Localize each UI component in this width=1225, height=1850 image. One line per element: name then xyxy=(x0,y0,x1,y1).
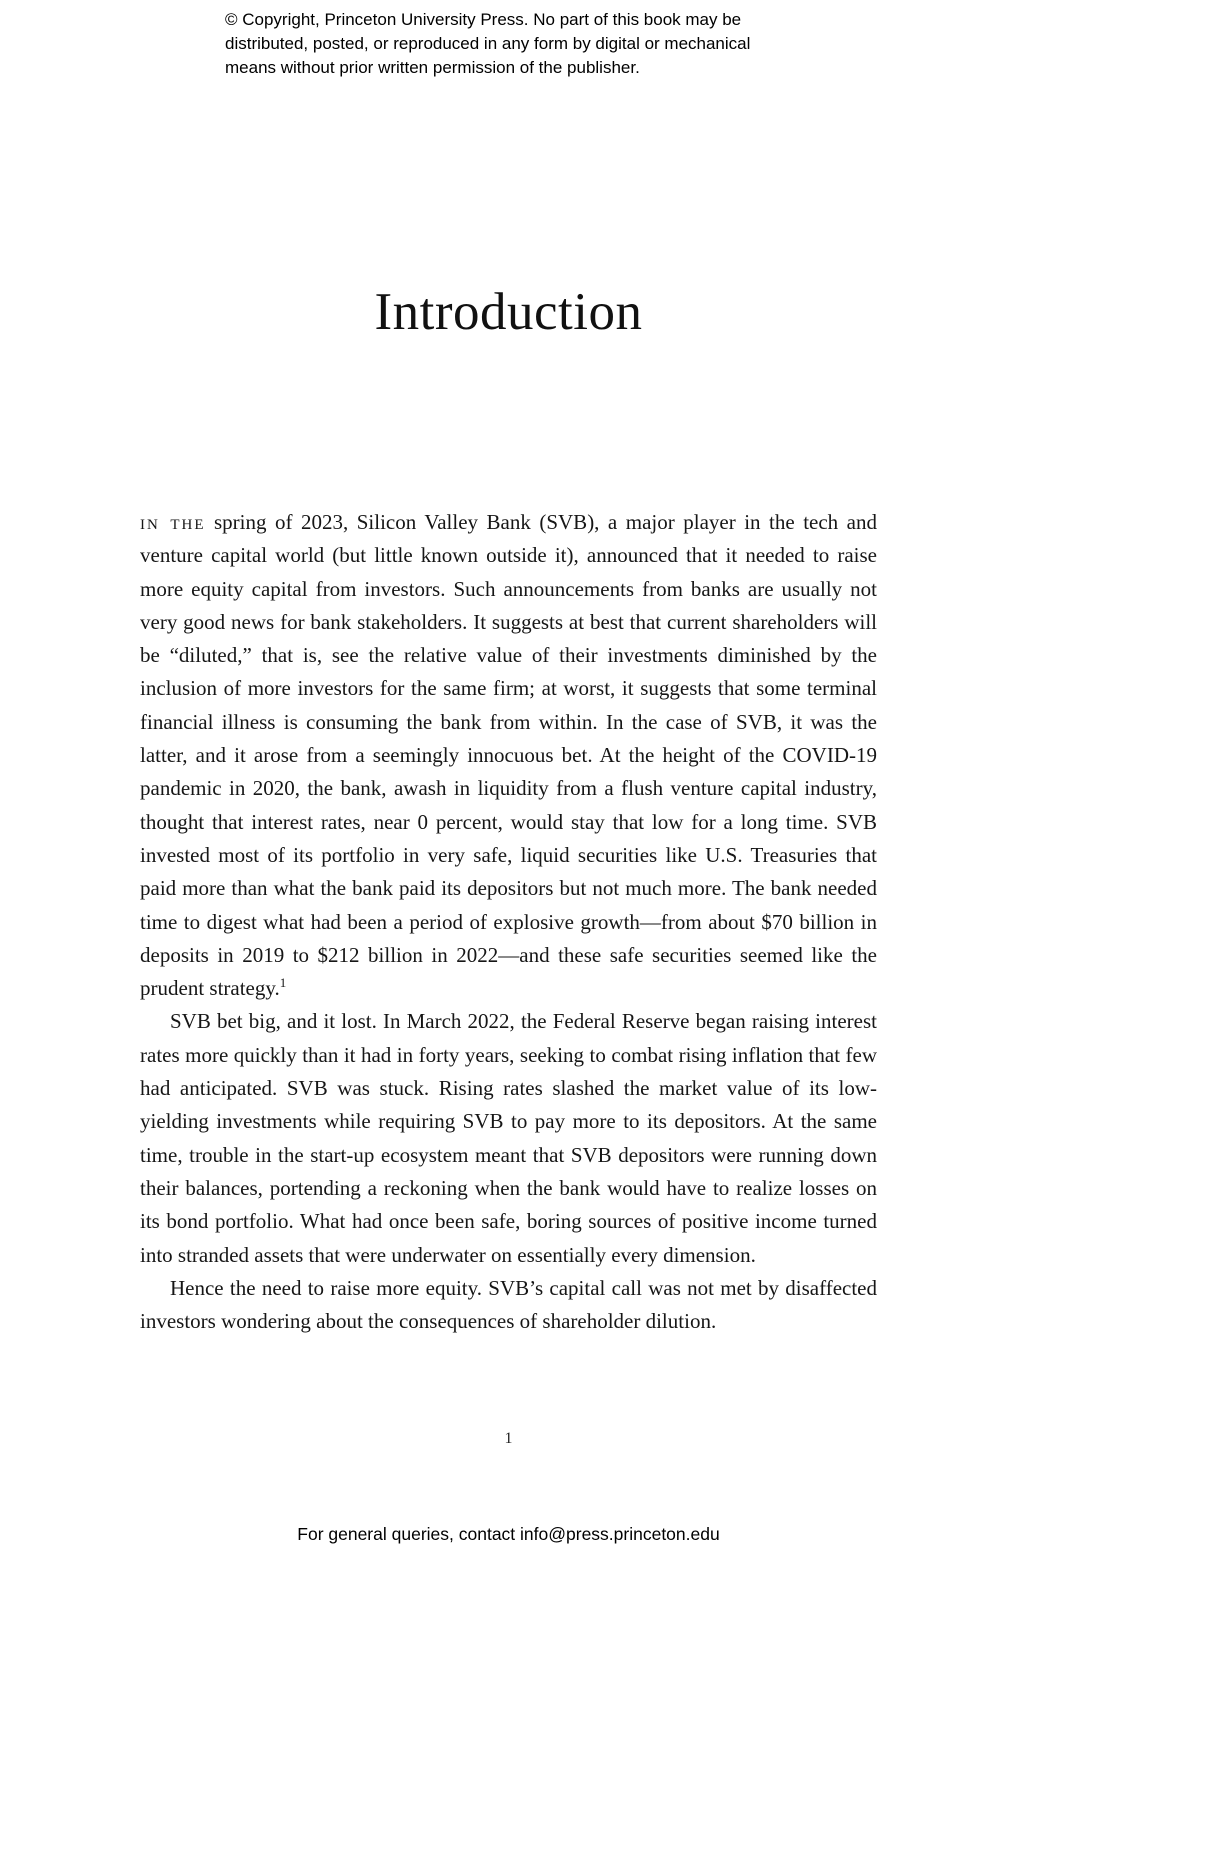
body-text xyxy=(140,506,877,1338)
paragraph-1 xyxy=(140,506,877,1005)
paragraph-lead-smallcaps: in the xyxy=(140,510,206,534)
page-title: Introduction xyxy=(374,283,643,341)
copyright-notice xyxy=(225,8,750,80)
paragraph-1-text: spring of 2023, Silicon Valley Bank (SVB), a major player in the tech and venture capital world (but little known outside it), announced that it needed to raise more equity capital from investors. Such announcements from banks are usually not very good news for bank stakeholders. It suggests at best that current shareholders will be “diluted,” that is, see the relative value of their investments diminished by the inclusion of more investors for the same firm; at worst, it suggests that some terminal financial illness is consuming the bank from within. In the case of SVB, it was the latter, and it arose from a seemingly innocuous bet. At the height of the COVID-19 pandemic in 2020, the bank, awash in liquidity from a flush venture capital industry, thought that interest rates, near 0 percent, would stay that low for a long time. SVB invested most of its portfolio in very safe, liquid securities like U.S. Treasuries that paid more than what the bank paid its depositors but not much more. The bank needed time to digest what had been a period of explosive growth—from about $70 billion in deposits in 2019 to $212 billion in 2022—and these safe securities seemed like the prudent strategy. xyxy=(140,510,877,1001)
page-number: 1 xyxy=(504,1430,513,1447)
copyright-line: means without prior written permission of the publisher. xyxy=(225,58,640,77)
copyright-line: © Copyright, Princeton University Press. No part of this book may be xyxy=(225,10,742,29)
paragraph-3: Hence the need to raise more equity. SVB’s capital call was not met by disaffected investors wondering about the consequences of shareholder dilution. xyxy=(140,1275,877,1334)
footnote-marker: 1 xyxy=(279,975,287,991)
copyright-line: distributed, posted, or reproduced in any form by digital or mechanical xyxy=(225,34,751,53)
footer-contact: For general queries, contact info@press.princeton.edu xyxy=(297,1524,720,1544)
paragraph-2: SVB bet big, and it lost. In March 2022, the Federal Reserve began raising interest rates more quickly than it had in forty years, seeking to combat rising inflation that few had anticipated. SVB was stuck. Rising rates slashed the market value of its low-yielding investments while requiring SVB to pay more to its depositors. At the same time, trouble in the start-up ecosystem meant that SVB depositors were running down their balances, portending a reckoning when the bank would have to realize losses on its bond portfolio. What had once been safe, boring sources of positive income turned into stranded assets that were underwater on essentially every dimension. xyxy=(140,1009,877,1267)
